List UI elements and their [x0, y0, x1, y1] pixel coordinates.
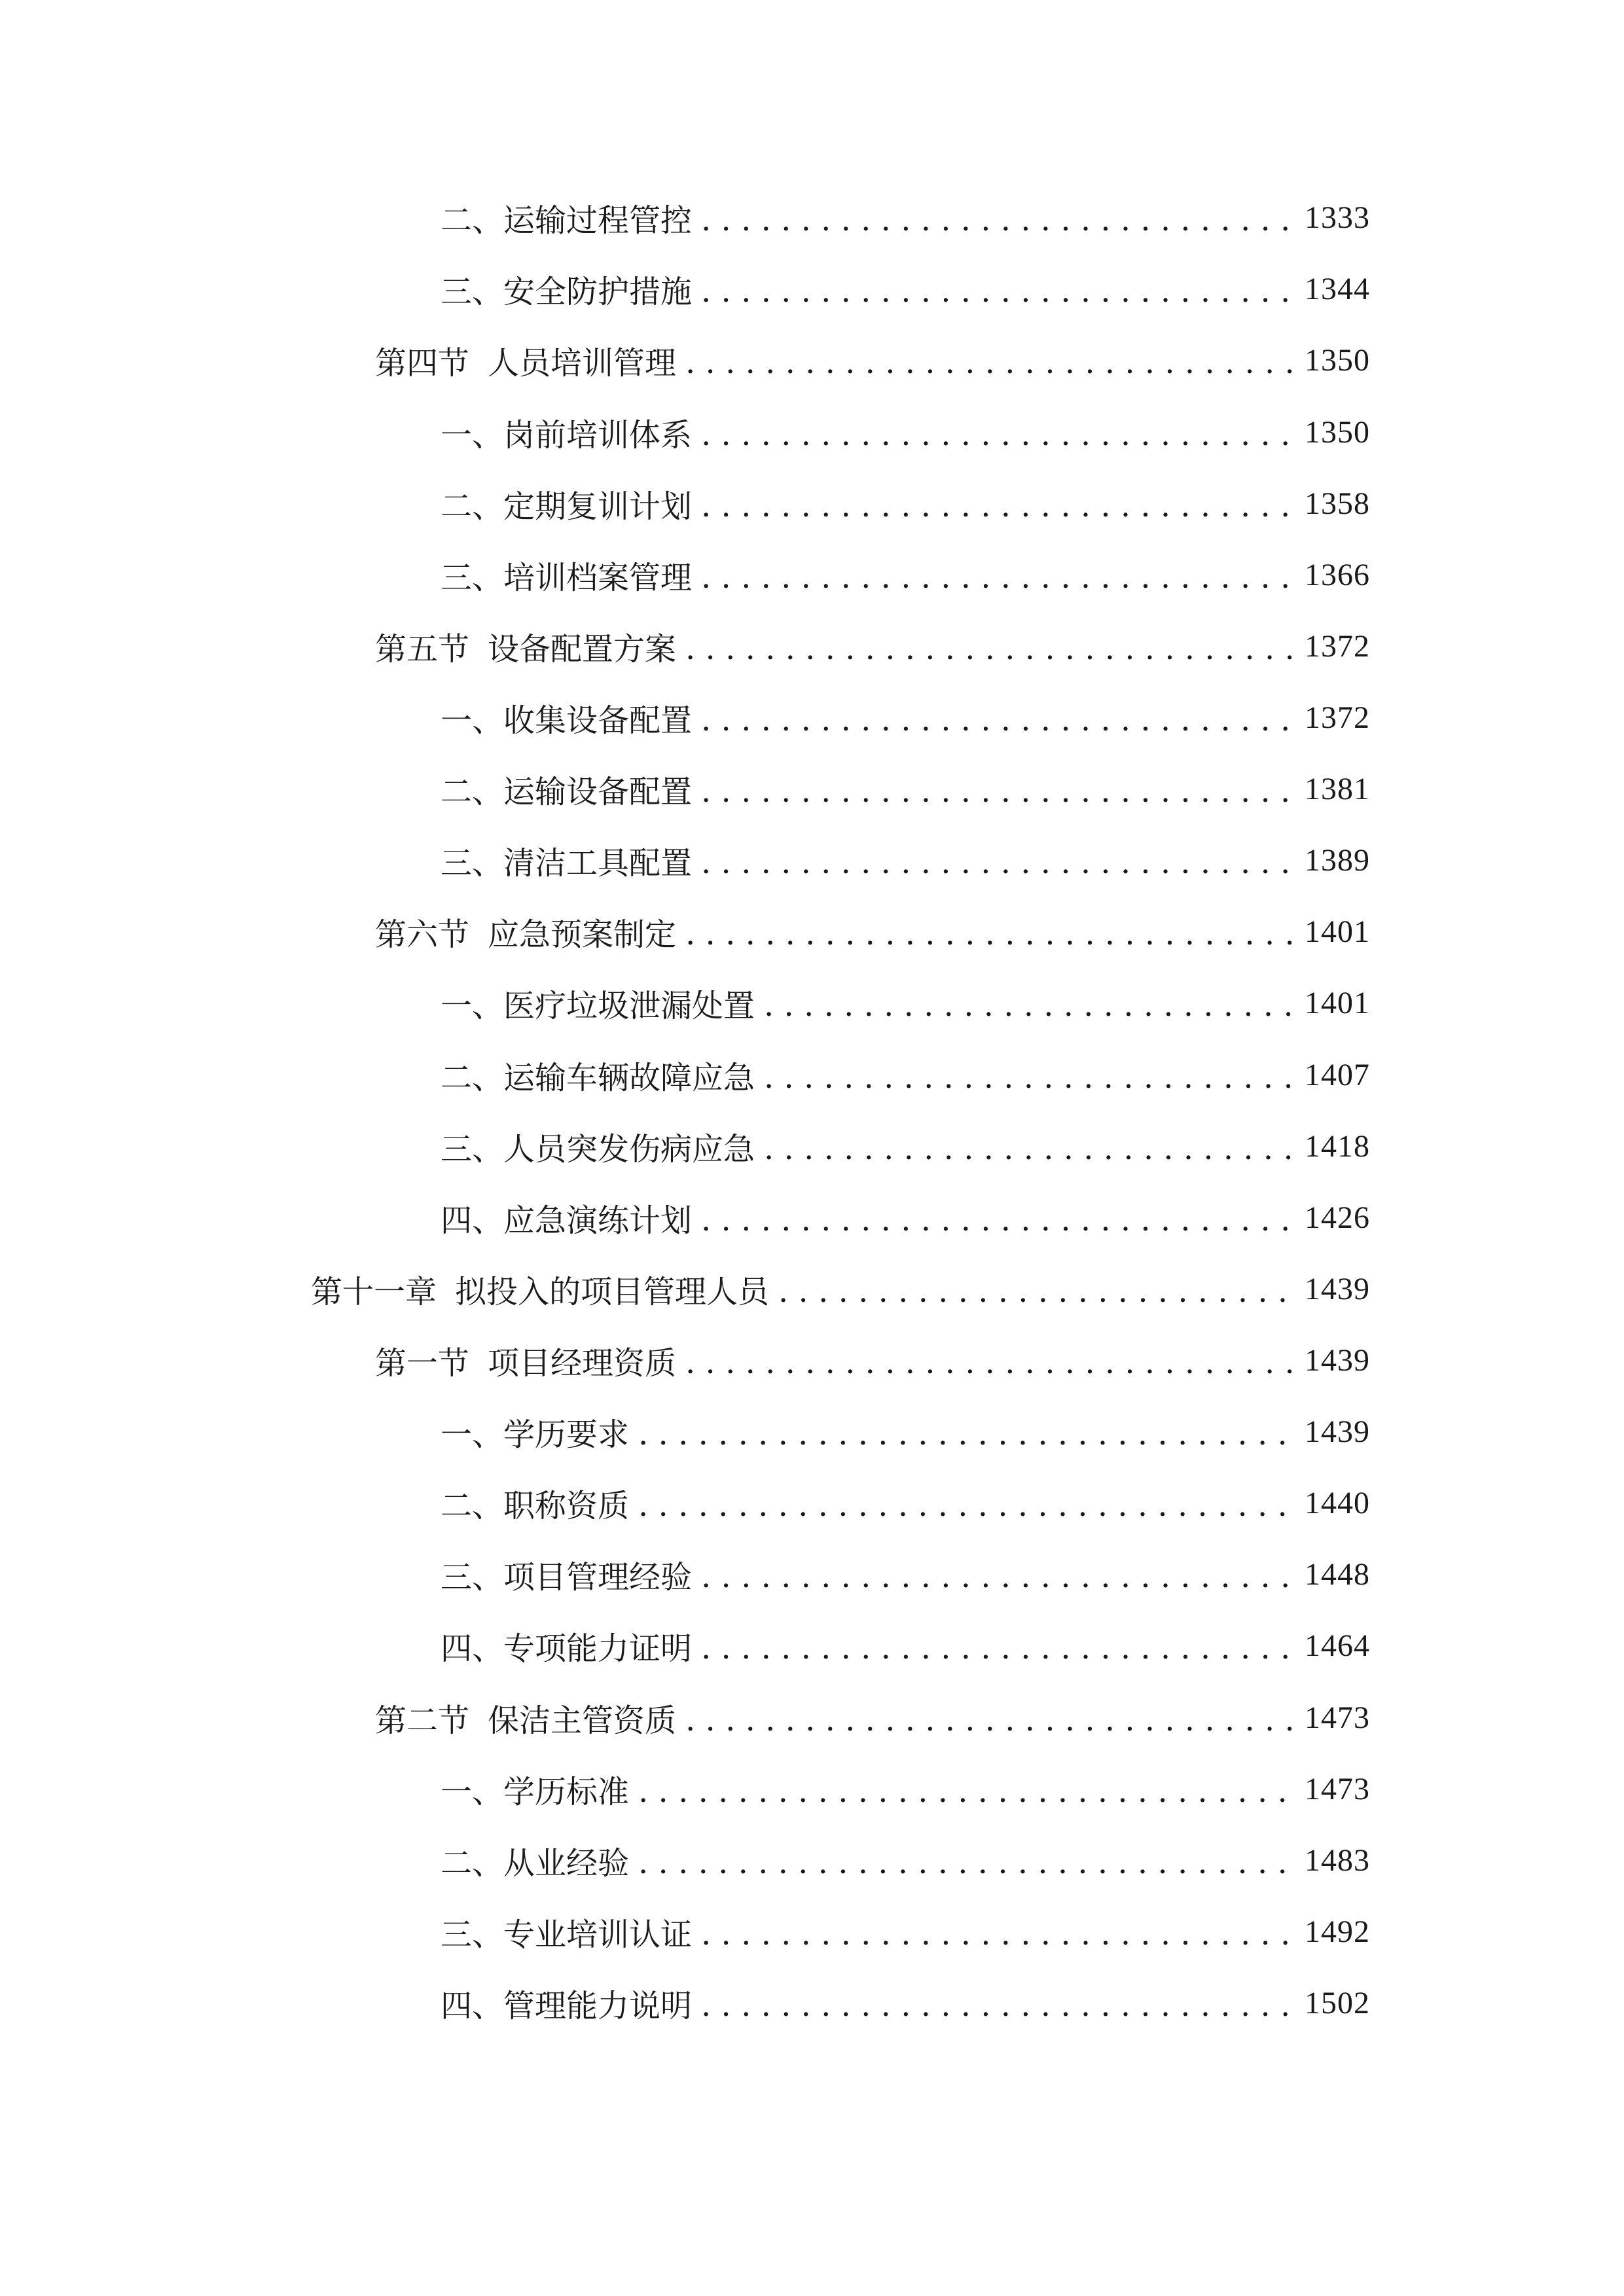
toc-entry-number: 三、	[441, 1558, 504, 1596]
toc-entry-number: 二、	[441, 1844, 504, 1882]
toc-entry[interactable]	[375, 620, 1370, 672]
toc-entry-title: 运输车辆故障应急	[503, 1059, 755, 1096]
dot-leader	[701, 488, 1295, 524]
toc-entry[interactable]	[441, 1191, 1370, 1244]
toc-entry-title: 应急演练计划	[503, 1202, 693, 1239]
toc-entry-page: 1439	[1305, 1271, 1370, 1306]
toc-entry-number: 第四节	[375, 344, 470, 382]
toc-entry-title: 人员培训管理	[488, 344, 677, 382]
toc-entry-page: 1440	[1305, 1485, 1370, 1520]
toc-entry[interactable]	[311, 1263, 1370, 1315]
toc-entry-number: 四、	[441, 1987, 504, 2024]
dot-leader	[701, 273, 1295, 310]
toc-entry-page: 1372	[1305, 628, 1370, 664]
toc-entry-page: 1464	[1305, 1628, 1370, 1663]
toc-entry-title: 岗前培训体系	[503, 416, 693, 454]
toc-entry-page: 1492	[1305, 1914, 1370, 1949]
toc-entry-number: 第一节	[375, 1344, 470, 1382]
toc-entry-title: 项目管理经验	[503, 1558, 693, 1596]
toc-entry-number: 三、	[441, 1130, 504, 1168]
toc-entry-title: 运输过程管控	[503, 202, 693, 239]
toc-entry-page: 1381	[1305, 771, 1370, 806]
dot-leader	[685, 916, 1295, 952]
toc-entry-page: 1389	[1305, 842, 1370, 878]
toc-entry-page: 1473	[1305, 1771, 1370, 1806]
toc-entry[interactable]	[441, 548, 1370, 601]
dot-leader	[701, 202, 1295, 238]
dot-leader	[701, 702, 1295, 738]
toc-entry-title: 拟投入的项目管理人员	[455, 1273, 770, 1310]
toc-entry-title: 项目经理资质	[488, 1344, 677, 1382]
dot-leader	[685, 1702, 1295, 1738]
toc-entry-page: 1401	[1305, 985, 1370, 1020]
toc-entry-number: 四、	[441, 1202, 504, 1239]
toc-entry-page: 1426	[1305, 1200, 1370, 1235]
toc-entry-page: 1333	[1305, 200, 1370, 235]
toc-entry-title: 学历要求	[503, 1416, 630, 1453]
toc-entry[interactable]	[441, 762, 1370, 815]
toc-entry-title: 管理能力说明	[503, 1987, 693, 2024]
toc-entry-number: 一、	[441, 1416, 504, 1453]
dot-leader	[701, 844, 1295, 881]
toc-entry[interactable]	[441, 1905, 1370, 1958]
toc-entry-number: 三、	[441, 273, 504, 310]
toc-entry-page: 1358	[1305, 486, 1370, 521]
dot-leader	[685, 630, 1295, 667]
toc-entry-title: 定期复训计划	[503, 488, 693, 525]
toc-entry[interactable]	[441, 1477, 1370, 1529]
dot-leader	[685, 1344, 1295, 1381]
toc-entry[interactable]	[441, 1120, 1370, 1172]
toc-entry-title: 运输设备配置	[503, 773, 693, 810]
dot-leader	[764, 987, 1295, 1024]
dot-leader	[638, 1773, 1295, 1810]
toc-entry-title: 人员突发伤病应急	[503, 1130, 755, 1168]
toc-entry-page: 1439	[1305, 1414, 1370, 1449]
toc-entry-title: 专项能力证明	[503, 1630, 693, 1667]
toc-entry[interactable]	[441, 1619, 1370, 1672]
toc-entry-title: 专业培训认证	[503, 1916, 693, 1953]
toc-entry-page: 1350	[1305, 414, 1370, 450]
toc-entry-title: 保洁主管资质	[488, 1702, 677, 1739]
dot-leader	[764, 1059, 1295, 1096]
toc-entry-page: 1483	[1305, 1842, 1370, 1878]
toc-entry-number: 第十一章	[311, 1273, 437, 1310]
toc-entry[interactable]	[441, 477, 1370, 529]
toc-entry[interactable]	[375, 905, 1370, 958]
dot-leader	[685, 344, 1295, 381]
toc-entry[interactable]	[441, 262, 1370, 315]
toc-entry-page: 1350	[1305, 342, 1370, 378]
toc-entry-title: 从业经验	[503, 1844, 630, 1882]
toc-entry-number: 二、	[441, 1487, 504, 1524]
dot-leader	[701, 416, 1295, 453]
toc-entry-number: 第五节	[375, 630, 470, 668]
toc-entry-title: 医疗垃圾泄漏处置	[503, 987, 755, 1024]
toc-entry-number: 第六节	[375, 916, 470, 953]
dot-leader	[701, 1202, 1295, 1238]
dot-leader	[638, 1844, 1295, 1881]
toc-entry-page: 1439	[1305, 1342, 1370, 1378]
toc-entry[interactable]	[375, 1334, 1370, 1386]
toc-entry-number: 三、	[441, 559, 504, 596]
toc-entry-number: 二、	[441, 488, 504, 525]
toc-entry-page: 1502	[1305, 1985, 1370, 2020]
toc-entry[interactable]	[441, 1405, 1370, 1458]
toc-entry-title: 学历标准	[503, 1773, 630, 1810]
toc-entry-number: 第二节	[375, 1702, 470, 1739]
toc-entry-title: 设备配置方案	[488, 630, 677, 668]
toc-entry[interactable]	[441, 1763, 1370, 1815]
dot-leader	[701, 773, 1295, 810]
toc-entry-title: 收集设备配置	[503, 702, 693, 739]
toc-entry-number: 二、	[441, 1059, 504, 1096]
toc-entry[interactable]	[441, 191, 1370, 243]
toc-entry-page: 1448	[1305, 1556, 1370, 1592]
toc-entry-number: 一、	[441, 1773, 504, 1810]
toc-entry-page: 1366	[1305, 557, 1370, 592]
toc-entry-page: 1473	[1305, 1700, 1370, 1735]
toc-entry-page: 1401	[1305, 914, 1370, 949]
toc-entry[interactable]	[375, 334, 1370, 386]
toc-entry[interactable]	[441, 1834, 1370, 1886]
dot-leader	[701, 559, 1295, 596]
toc-entry[interactable]	[441, 1548, 1370, 1600]
toc-entry[interactable]	[375, 1691, 1370, 1744]
toc-entry-number: 一、	[441, 702, 504, 739]
toc-entry-number: 三、	[441, 844, 504, 882]
toc-entry-number: 一、	[441, 987, 504, 1024]
toc-entry[interactable]	[441, 406, 1370, 458]
toc-entry-number: 二、	[441, 773, 504, 810]
toc-entry-number: 一、	[441, 416, 504, 454]
dot-leader	[701, 1916, 1295, 1952]
toc-entry[interactable]	[441, 691, 1370, 744]
dot-leader	[701, 1558, 1295, 1595]
toc-entry-number: 二、	[441, 202, 504, 239]
toc-entry-page: 1418	[1305, 1128, 1370, 1164]
dot-leader	[638, 1487, 1295, 1524]
toc-entry[interactable]	[441, 834, 1370, 886]
dot-leader	[638, 1416, 1295, 1452]
dot-leader	[764, 1130, 1295, 1167]
toc-entry-title: 培训档案管理	[503, 559, 693, 596]
dot-leader	[778, 1273, 1295, 1310]
toc-entry-title: 职称资质	[503, 1487, 630, 1524]
toc-entry-page: 1407	[1305, 1057, 1370, 1092]
toc-entry-page: 1344	[1305, 271, 1370, 306]
toc-entry[interactable]	[441, 1977, 1370, 2029]
toc-entry-number: 三、	[441, 1916, 504, 1953]
toc-entry-number: 四、	[441, 1630, 504, 1667]
toc-entry[interactable]	[441, 977, 1370, 1029]
dot-leader	[701, 1987, 1295, 2024]
toc-entry-title: 应急预案制定	[488, 916, 677, 953]
toc-entry-page: 1372	[1305, 700, 1370, 735]
toc-entry[interactable]	[441, 1049, 1370, 1101]
toc-entry-title: 清洁工具配置	[503, 844, 693, 882]
dot-leader	[701, 1630, 1295, 1666]
toc-entry-title: 安全防护措施	[503, 273, 693, 310]
